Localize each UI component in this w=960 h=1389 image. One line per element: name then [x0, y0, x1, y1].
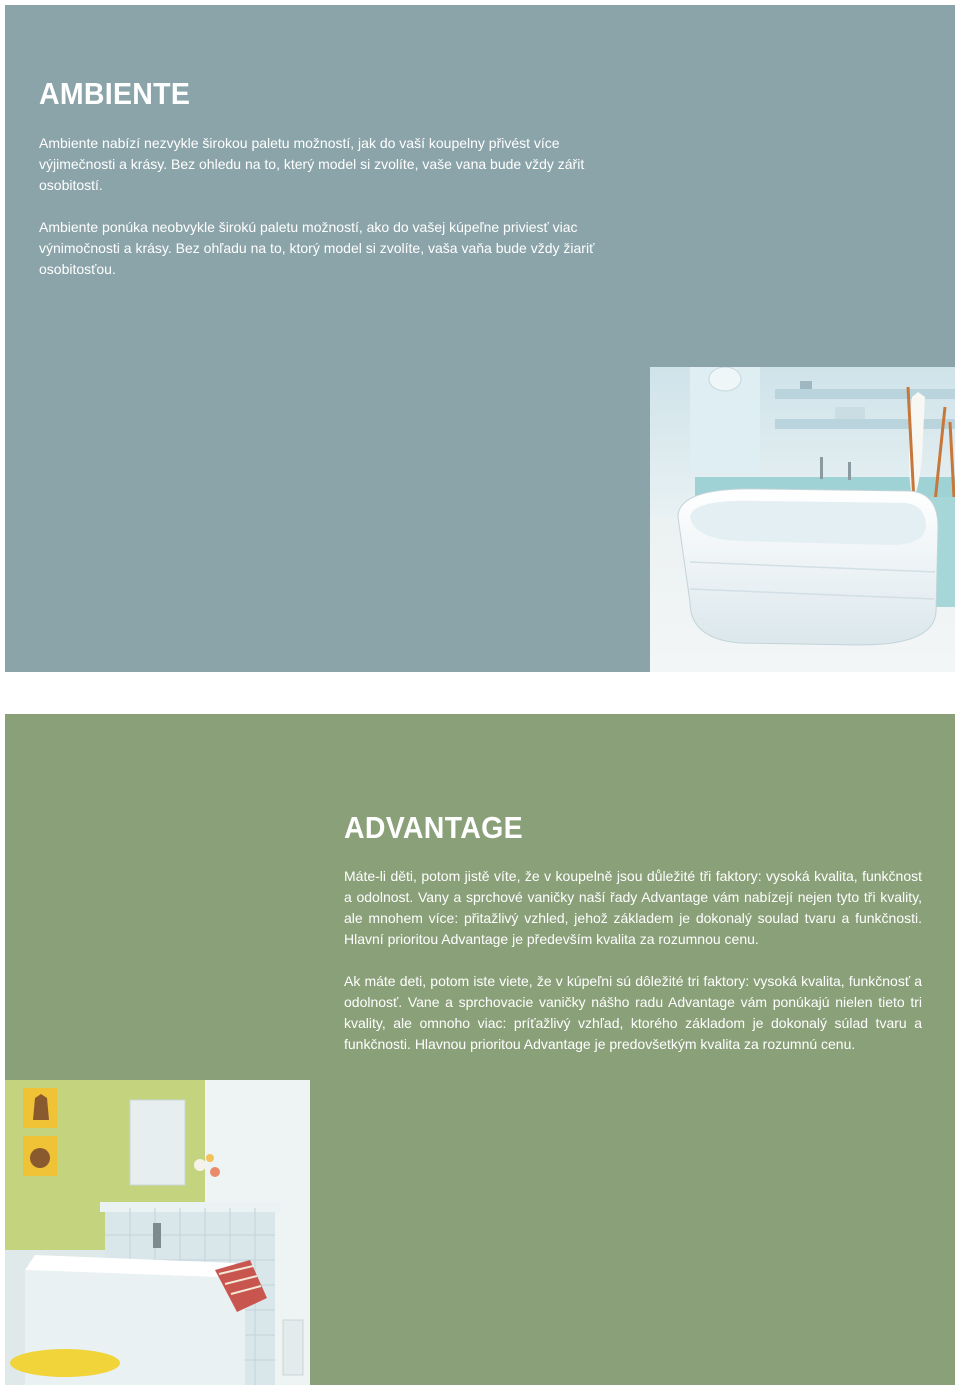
advantage-kids-bathroom-photo [5, 1080, 310, 1385]
advantage-paragraph-cz: Máte-li děti, potom jistě víte, že v koupelně jsou důležité tři faktory: vysoká kvalita, funkčnost a odolnost. Vany a sprchové vaničky naší řady Advantage vám nabízejí nejen tyto tři kvality, ale mnohem více: přitažlivý vzhled, jehož základem je dokonalý soulad tvaru a funkčnosti. Hlavní prioritou Advantage je především kvalita za rozumnou cenu. [344, 868, 922, 947]
ambiente-title: AMBIENTE [39, 76, 191, 111]
ambiente-paragraph-sk: Ambiente ponúka neobvykle širokú paletu možností, ako do vašej kúpeľne priviesť viac výnimočnosti a krásy. Bez ohľadu na to, ktorý model si zvolíte, vaša vaňa bude vždy žiariť osobitosťou. [39, 219, 595, 277]
ambiente-bathtub-photo [650, 367, 955, 672]
ambiente-paragraph-cz: Ambiente nabízí nezvykle širokou paletu možností, jak do vaší koupelny přivést více výjimečnosti a krásy. Bez ohledu na to, který model si zvolíte, vaše vana bude vždy zářit osobitostí. [39, 135, 585, 193]
advantage-paragraph-sk: Ak máte deti, potom iste viete, že v kúpeľni sú dôležité tri faktory: vysoká kvalita, funkčnosť a odolnosť. Vane a sprchovacie vaničky nášho radu Advantage vám ponúkajú nielen tieto tri kvality, ale omnoho viac: príťažlivý vzhľad, ktorého základom je dokonalý súlad tvaru a funkčnosti. Hlavnou prioritou Advantage je predovšetkým kvalita za rozumnú cenu. [344, 973, 922, 1052]
advantage-title: ADVANTAGE [344, 810, 523, 845]
